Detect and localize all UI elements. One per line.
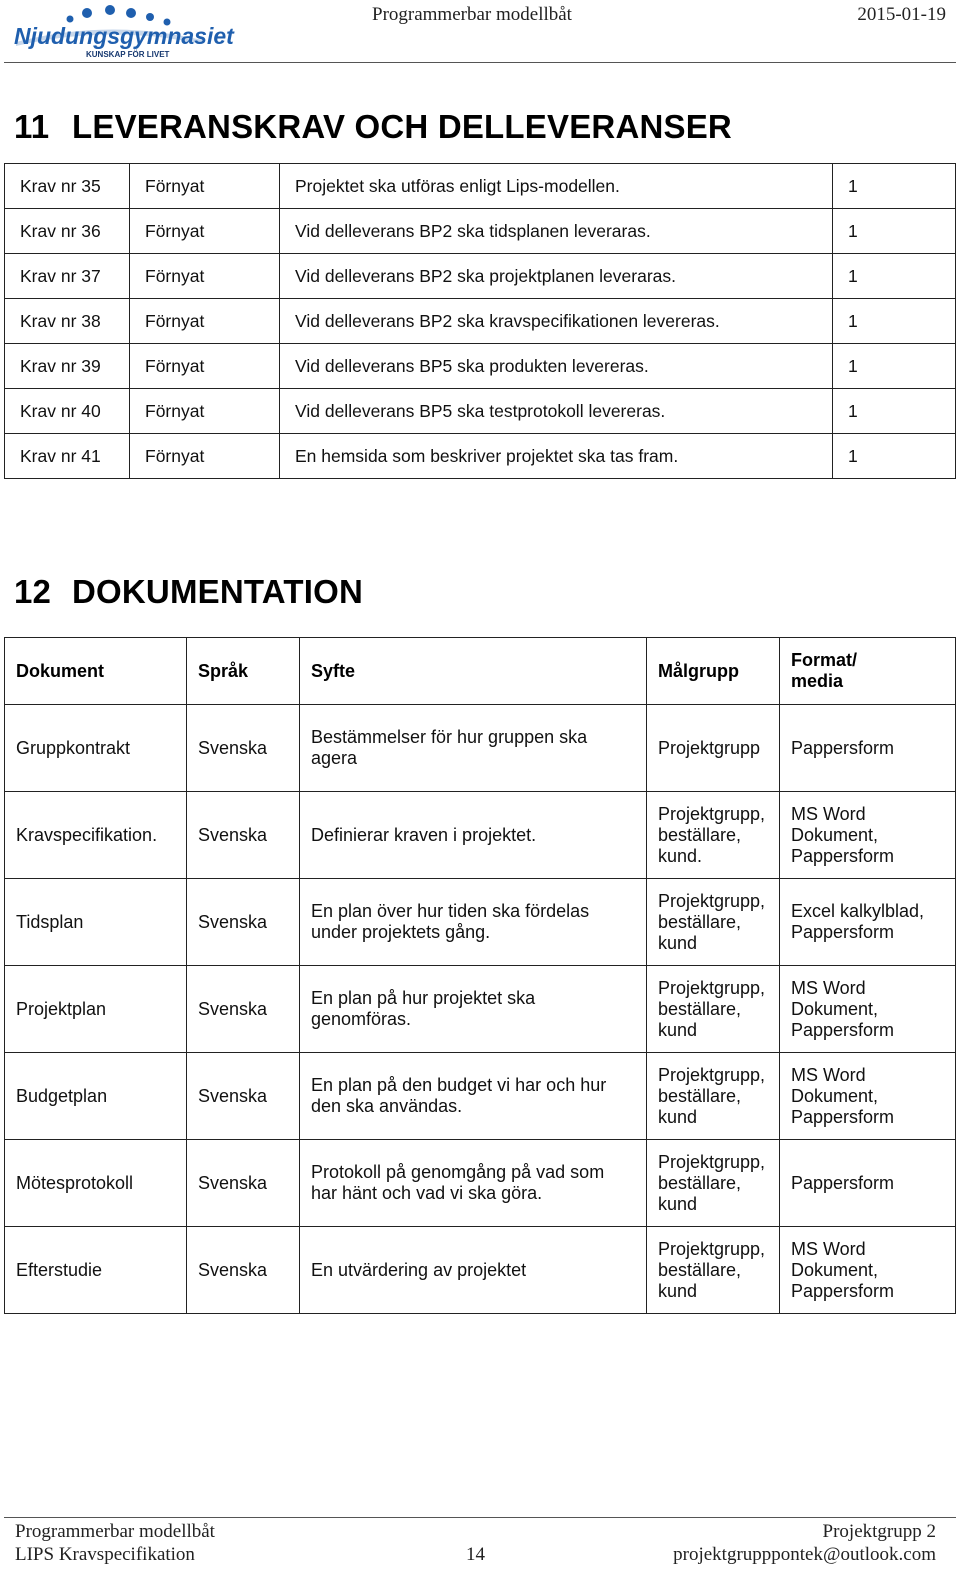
requirement-priority: 1: [833, 164, 956, 209]
school-logo: [14, 4, 234, 60]
footer-document-name: LIPS Kravspecifikation: [15, 1544, 195, 1565]
requirement-row: [5, 299, 956, 344]
requirement-row: [5, 164, 956, 209]
document-audience: Projektgrupp, beställare, kund: [647, 966, 780, 1053]
documentation-row: [5, 792, 956, 879]
documentation-row: [5, 879, 956, 966]
requirement-status: Förnyat: [130, 164, 280, 209]
requirement-id: Krav nr 37: [5, 254, 130, 299]
footer-email: projektgrupppontek@outlook.com: [673, 1544, 936, 1565]
section-title: DOKUMENTATION: [72, 573, 364, 610]
document-name: Kravspecifikation.: [5, 792, 187, 879]
requirement-priority: 1: [833, 209, 956, 254]
documentation-row: [5, 1227, 956, 1314]
document-audience: Projektgrupp, beställare, kund: [647, 1140, 780, 1227]
column-header-format: Format/ media: [780, 638, 956, 705]
requirement-priority: 1: [833, 344, 956, 389]
documentation-row: [5, 966, 956, 1053]
document-language: Svenska: [187, 879, 300, 966]
svg-text:Njudungsgymnasiet: Njudungsgymnasiet: [14, 23, 234, 49]
document-audience: Projektgrupp, beställare, kund: [647, 879, 780, 966]
document-name: Mötesprotokoll: [5, 1140, 187, 1227]
document-format: MS Word Dokument, Pappersform: [780, 966, 956, 1053]
footer-page-number: 14: [466, 1544, 485, 1565]
requirement-text: Vid delleverans BP2 ska projektplanen leveraras.: [280, 254, 833, 299]
requirement-row: [5, 434, 956, 479]
requirement-text: Vid delleverans BP2 ska tidsplanen leveraras.: [280, 209, 833, 254]
requirement-priority: 1: [833, 434, 956, 479]
requirement-status: Förnyat: [130, 389, 280, 434]
document-audience: Projektgrupp: [647, 705, 780, 792]
section-number: 11: [14, 108, 50, 145]
header-divider: [4, 62, 956, 63]
document-name: Budgetplan: [5, 1053, 187, 1140]
document-format: MS Word Dokument, Pappersform: [780, 1053, 956, 1140]
table-header-row: [5, 638, 956, 705]
requirement-row: [5, 344, 956, 389]
requirement-text: Projektet ska utföras enligt Lips-modellen.: [280, 164, 833, 209]
document-language: Svenska: [187, 1140, 300, 1227]
requirement-status: Förnyat: [130, 209, 280, 254]
document-format: Pappersform: [780, 1140, 956, 1227]
section-12-heading: [14, 573, 363, 611]
document-language: Svenska: [187, 705, 300, 792]
requirements-table: [4, 163, 956, 479]
document-purpose: Definierar kraven i projektet.: [300, 792, 647, 879]
requirement-id: Krav nr 40: [5, 389, 130, 434]
document-purpose: En plan på den budget vi har och hur den ska användas.: [300, 1053, 647, 1140]
document-purpose: En plan över hur tiden ska fördelas under projektets gång.: [300, 879, 647, 966]
document-language: Svenska: [187, 1053, 300, 1140]
svg-text:KUNSKAP FÖR LIVET: KUNSKAP FÖR LIVET: [86, 50, 170, 59]
requirement-text: En hemsida som beskriver projektet ska tas fram.: [280, 434, 833, 479]
requirement-status: Förnyat: [130, 344, 280, 389]
document-format: MS Word Dokument, Pappersform: [780, 792, 956, 879]
document-language: Svenska: [187, 966, 300, 1053]
requirement-status: Förnyat: [130, 254, 280, 299]
requirement-text: Vid delleverans BP5 ska produkten levereras.: [280, 344, 833, 389]
requirement-status: Förnyat: [130, 434, 280, 479]
requirement-row: [5, 254, 956, 299]
column-header-language: Språk: [187, 638, 300, 705]
document-purpose: Protokoll på genomgång på vad som har hänt och vad vi ska göra.: [300, 1140, 647, 1227]
document-name: Gruppkontrakt: [5, 705, 187, 792]
requirement-priority: 1: [833, 389, 956, 434]
page-header: [0, 0, 960, 64]
document-audience: Projektgrupp, beställare, kund: [647, 1227, 780, 1314]
documentation-row: [5, 1053, 956, 1140]
requirement-status: Förnyat: [130, 299, 280, 344]
requirement-text: Vid delleverans BP5 ska testprotokoll levereras.: [280, 389, 833, 434]
header-title: Programmerbar modellbåt: [372, 4, 572, 25]
document-purpose: En utvärdering av projektet: [300, 1227, 647, 1314]
documentation-row: [5, 1140, 956, 1227]
column-header-document: Dokument: [5, 638, 187, 705]
document-format: Pappersform: [780, 705, 956, 792]
column-header-audience: Målgrupp: [647, 638, 780, 705]
requirement-row: [5, 389, 956, 434]
footer-group-name: Projektgrupp 2: [822, 1521, 936, 1542]
document-purpose: Bestämmelser för hur gruppen ska agera: [300, 705, 647, 792]
documentation-table: [4, 637, 956, 1314]
header-date: 2015-01-19: [857, 4, 946, 25]
section-11-heading: [14, 108, 732, 146]
requirement-row: [5, 209, 956, 254]
requirement-id: Krav nr 35: [5, 164, 130, 209]
requirement-id: Krav nr 36: [5, 209, 130, 254]
requirement-priority: 1: [833, 254, 956, 299]
section-title: LEVERANSKRAV OCH DELLEVERANSER: [72, 108, 732, 145]
requirement-id: Krav nr 39: [5, 344, 130, 389]
column-header-purpose: Syfte: [300, 638, 647, 705]
document-format: Excel kalkylblad, Pappersform: [780, 879, 956, 966]
section-number: 12: [14, 573, 52, 610]
document-name: Efterstudie: [5, 1227, 187, 1314]
documentation-row: [5, 705, 956, 792]
requirement-text: Vid delleverans BP2 ska kravspecifikationen levereras.: [280, 299, 833, 344]
document-language: Svenska: [187, 1227, 300, 1314]
requirement-id: Krav nr 41: [5, 434, 130, 479]
footer-project-name: Programmerbar modellbåt: [15, 1521, 215, 1542]
document-format: MS Word Dokument, Pappersform: [780, 1227, 956, 1314]
footer-divider: [4, 1517, 956, 1518]
document-name: Tidsplan: [5, 879, 187, 966]
document-language: Svenska: [187, 792, 300, 879]
requirement-priority: 1: [833, 299, 956, 344]
document-name: Projektplan: [5, 966, 187, 1053]
document-audience: Projektgrupp, beställare, kund.: [647, 792, 780, 879]
document-audience: Projektgrupp, beställare, kund: [647, 1053, 780, 1140]
document-purpose: En plan på hur projektet ska genomföras.: [300, 966, 647, 1053]
requirement-id: Krav nr 38: [5, 299, 130, 344]
